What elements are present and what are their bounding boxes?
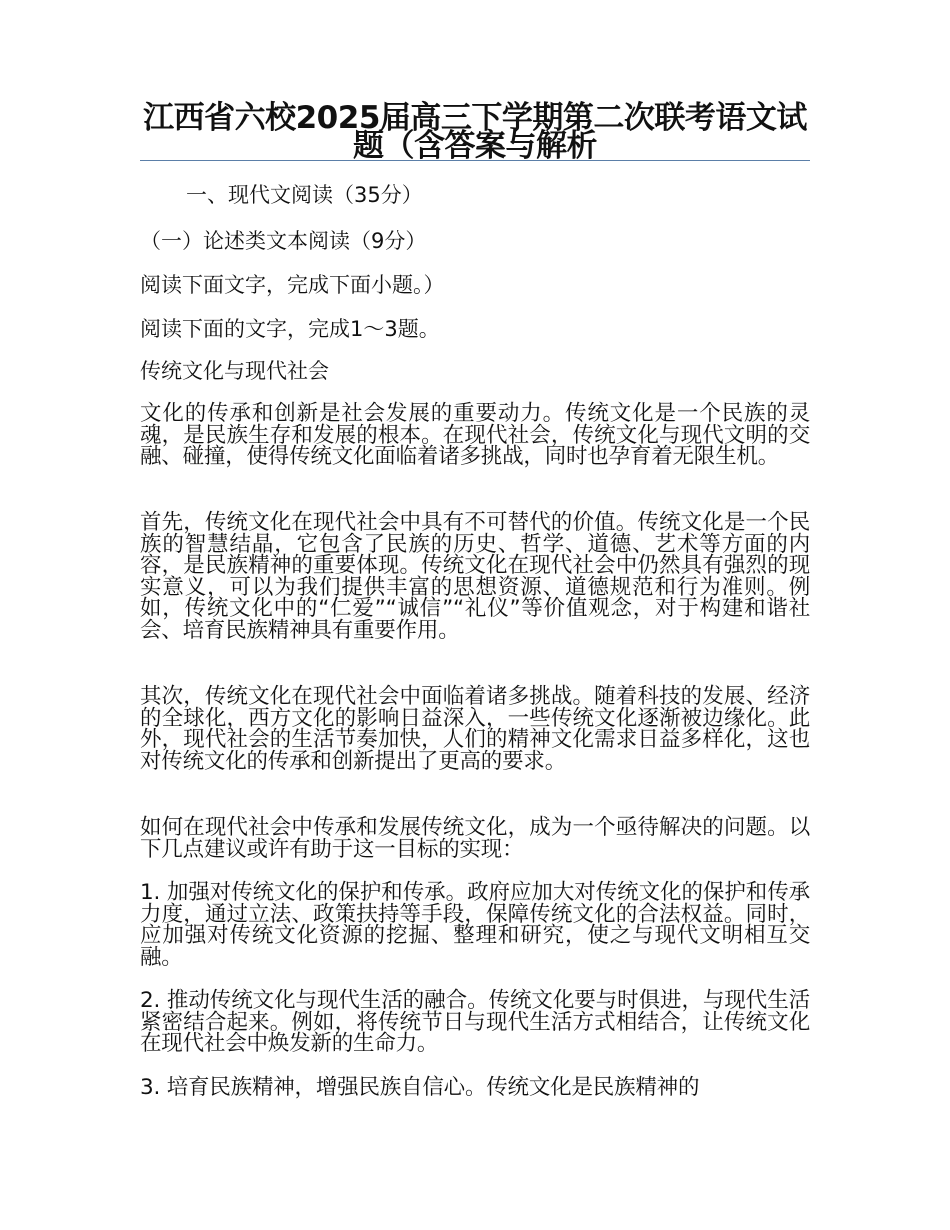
article-title: 传统文化与现代社会: [140, 359, 329, 383]
instruction-text-questions: 阅读下面的文字，完成1～3题。: [140, 317, 440, 341]
title-underline: [140, 160, 810, 161]
paragraph-4: 如何在现代社会中传承和发展传统文化，成为一个亟待解决的问题。以下几点建议或许有助于这一目标的实现：: [140, 815, 810, 862]
instruction-text: 阅读下面文字，完成下面小题。）: [140, 273, 445, 297]
paragraph-1: 文化的传承和创新是社会发展的重要动力。传统文化是一个民族的灵魂，是民族生存和发展的根本。在现代社会，传统文化与现代文明的交融、碰撞，使得传统文化面临着诸多挑战，同时也孕育着无限生机。: [140, 401, 810, 469]
list-item-1: 1. 加强对传统文化的保护和传承。政府应加大对传统文化的保护和传承力度，通过立法、政策扶持等手段，保障传统文化的合法权益。同时，应加强对传统文化资源的挖掘、整理和研究，使之与现代文明相互交融。: [140, 880, 810, 970]
paragraph-2: 首先，传统文化在现代社会中具有不可替代的价值。传统文化是一个民族的智慧结晶，它包含了民族的历史、哲学、道德、艺术等方面的内容，是民族精神的重要体现。传统文化在现代社会中仍然具有强烈的现实意义，可以为我们提供丰富的思想资源、道德规范和行为准则。例如，传统文化中的“仁爱”“诚信”“礼仪”等价值观念，对于构建和谐社会、培育民族精神具有重要作用。: [140, 510, 810, 643]
subsection-heading: （一）论述类文本阅读（9分）: [140, 229, 427, 253]
list-item-3: 3. 培育民族精神，增强民族自信心。传统文化是民族精神的: [140, 1075, 700, 1100]
section-heading: 一、现代文阅读（35分）: [186, 183, 423, 207]
list-item-2: 2. 推动传统文化与现代生活的融合。传统文化要与时俱进，与现代生活紧密结合起来。例如，将传统节日与现代生活方式相结合，让传统文化在现代社会中焕发新的生命力。: [140, 988, 810, 1056]
document-title: 江西省六校2025届高三下学期第二次联考语文试题（含答案与解析: [143, 100, 807, 164]
paragraph-3: 其次，传统文化在现代社会中面临着诸多挑战。随着科技的发展、经济的全球化，西方文化的影响日益深入，一些传统文化逐渐被边缘化。此外，现代社会的生活节奏加快，人们的精神文化需求日益多样化，这也对传统文化的传承和创新提出了更高的要求。: [140, 684, 810, 774]
